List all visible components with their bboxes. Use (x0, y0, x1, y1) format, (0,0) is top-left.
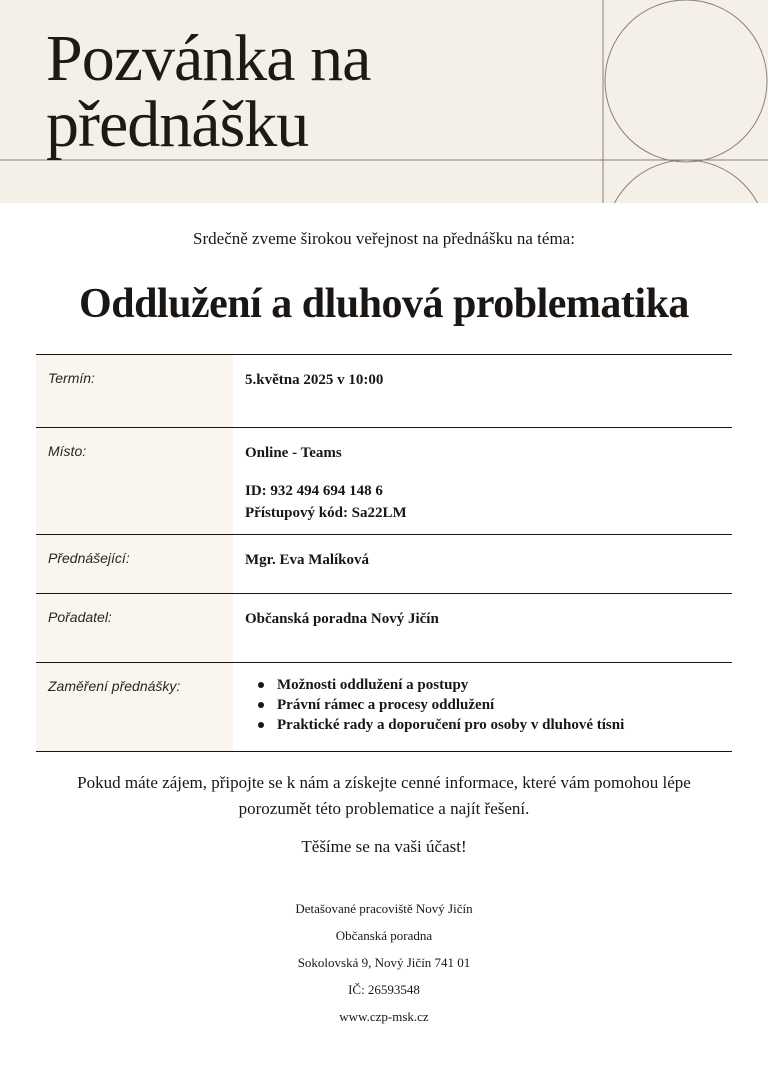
list-item: Možnosti oddlužení a postupy (245, 675, 732, 695)
termin-label: Termín: (36, 355, 233, 428)
page-title (46, 22, 371, 161)
table-row-zamereni (36, 663, 732, 752)
thanks-text: Těšíme se na vaši účast! (301, 837, 467, 856)
ornament-circle-top (605, 0, 767, 162)
closing-text: Pokud máte zájem, připojte se k nám a získejte cenné informace, které vám pomohou lépe porozumět této problematice a najít řešení. (77, 773, 691, 818)
termin-date: 5.května 2025 v 10:00 (245, 372, 384, 388)
focus-list (245, 675, 732, 735)
misto-platform: Online - Teams (245, 445, 342, 461)
header-banner (0, 0, 768, 203)
table-row-termin (36, 355, 732, 428)
footer-company-id: IČ: 26593548 (348, 982, 420, 997)
table-row-prednasejici (36, 535, 732, 594)
title-line-2: přednášku (46, 88, 309, 161)
list-item: Praktické rady a doporučení pro osoby v dluhové tísni (245, 715, 732, 735)
ornament-circle-bottom (605, 160, 767, 203)
table-row-poradatel (36, 594, 732, 663)
footer-contact (0, 895, 768, 1030)
title-line-1: Pozvánka na (46, 22, 371, 95)
meeting-id: ID: 932 494 694 148 6 (245, 483, 383, 499)
footer-address: Sokolovská 9, Nový Jičín 741 01 (297, 955, 471, 970)
lecture-subject: Oddlužení a dluhová problematika (79, 281, 689, 327)
details-table (36, 354, 732, 752)
lecturer-name: Mgr. Eva Malíková (245, 552, 370, 568)
footer-website: www.czp-msk.cz (339, 1009, 429, 1024)
zamereni-value (233, 663, 732, 752)
table-row-misto (36, 428, 732, 535)
misto-label: Místo: (36, 428, 233, 535)
prednasejici-value (233, 535, 732, 594)
intro-text: Srdečně zveme širokou veřejnost na přednášku na téma: (193, 229, 575, 248)
poradatel-value (233, 594, 732, 663)
footer-office: Detašované pracoviště Nový Jičín (295, 901, 473, 916)
meeting-access-code: Přístupový kód: Sa22LM (245, 505, 407, 521)
termin-value (233, 355, 732, 428)
misto-value (233, 428, 732, 535)
footer-organization: Občanská poradna (335, 928, 433, 943)
poradatel-label: Pořadatel: (36, 594, 233, 663)
organizer-name: Občanská poradna Nový Jičín (245, 611, 439, 627)
zamereni-label: Zaměření přednášky: (36, 663, 233, 752)
prednasejici-label: Přednášející: (36, 535, 233, 594)
list-item: Právní rámec a procesy oddlužení (245, 695, 732, 715)
